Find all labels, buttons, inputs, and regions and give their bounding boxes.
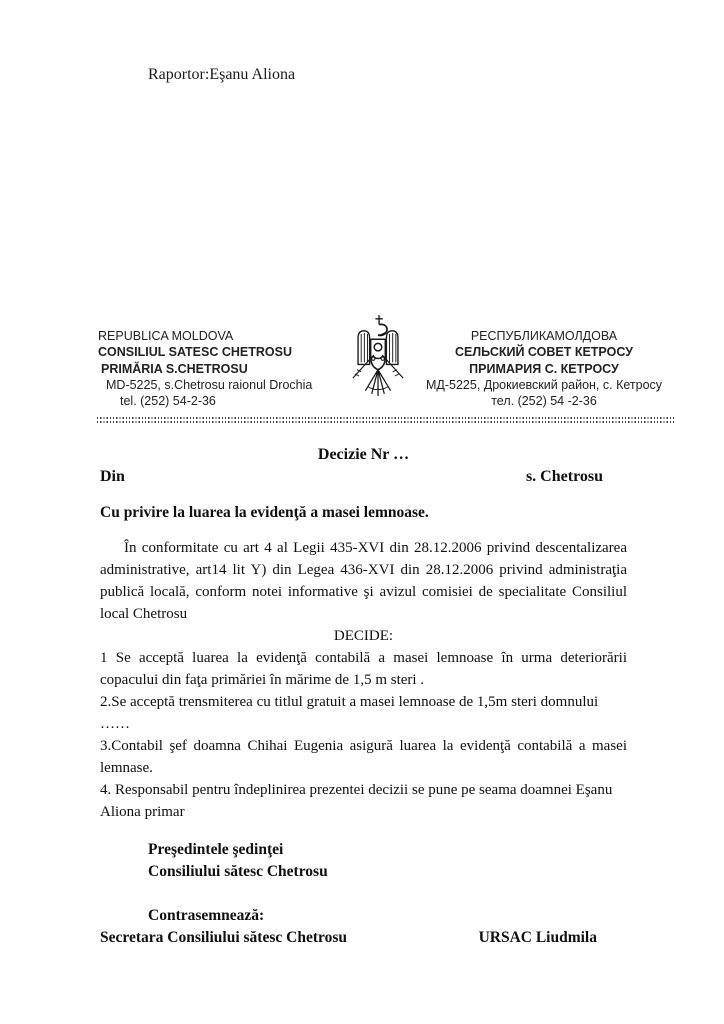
letterhead-country-ro: REPUBLICA MOLDOVA (98, 329, 234, 343)
raportor-line: Raportor:Eşanu Aliona (148, 66, 296, 83)
letterhead-primaria-ru: ПРИМАРИЯ С. КЕТРОСУ (469, 361, 619, 376)
letterhead-left-column (98, 328, 338, 409)
decision-number-heading: Decizie Nr … (317, 446, 410, 463)
secretary-title: Secretara Consiliului sătesc Chetrosu (100, 929, 347, 946)
letterhead-right-column (418, 328, 670, 409)
decision-date-place-row (100, 466, 627, 488)
president-title: Preşedintele şedinţei (148, 841, 284, 858)
letterhead-council-ro: CONSILIUL SATESC CHETROSU (98, 345, 292, 360)
letterhead-phone-ru: тел. (252) 54 -2-36 (491, 394, 597, 409)
decision-place: s. Chetrosu (525, 468, 603, 485)
signature-block (100, 839, 627, 949)
signature-spacer (100, 883, 627, 905)
decision-date-label: Din (100, 468, 125, 485)
letterhead-primaria-ro: PRIMĂRIA S.CHETROSU (101, 361, 248, 376)
decision-preamble: În conformitate cu art 4 al Legii 435-XVI din 28.12.2006 privind descentalizarea administrative, art14 lit Y) din Legea 436-XVI din 28.12.2006 privind administraţia publică locală, conform notei informative şi avizul comisiei de specialitate Consiliul local Chetrosu (100, 540, 627, 622)
letterhead-country-ru: РЕСПУБЛИКАМОЛДОВА (470, 329, 618, 343)
decision-items (100, 647, 627, 823)
countersign-label: Contrasemnează: (148, 907, 265, 924)
moldova-coat-of-arms-icon (338, 313, 418, 397)
decision-item-2: 2.Se acceptă trensmiterea cu titlul gratuit a masei lemnoase de 1,5m steri domnului (100, 694, 599, 710)
secretary-name: URSAC Liudmila (478, 929, 597, 946)
decision-item-4: 4. Responsabil pentru îndeplinirea prezentei decizii se pune pe seama doamnei Eşanu Aliona primar (100, 782, 613, 820)
decision-subject: Cu privire la luarea la evidenţă a masei lemnoase. (100, 504, 429, 521)
decision-body (100, 444, 627, 949)
letterhead-address-ru: МД-5225, Дрокиевский район, с. Кетросу (425, 377, 663, 392)
letterhead (98, 328, 670, 409)
letterhead-address-ro: MD-5225, s.Chetrosu raionul Drochia (106, 377, 313, 392)
decision-item-2-ellipsis: …… (100, 716, 130, 732)
decide-label: DECIDE: (333, 628, 394, 644)
secretary-row (100, 927, 627, 949)
decision-item-1: 1 Se acceptă luarea la evidenţă contabilă a masei lemnoase în urma deteriorării copacului din faţa primăriei în mărime de 1,5 m steri . (100, 650, 627, 688)
dotted-separator (97, 417, 675, 425)
president-org: Consiliului sătesc Chetrosu (148, 863, 328, 880)
letterhead-phone-ro: tel. (252) 54-2-36 (120, 394, 216, 409)
letterhead-council-ru: СЕЛЬСКИЙ СОВЕТ КЕТРОСУ (455, 345, 633, 360)
decision-item-3: 3.Contabil şef doamna Chihai Eugenia asigură luarea la evidenţă contabilă a masei lemnase. (100, 738, 627, 776)
